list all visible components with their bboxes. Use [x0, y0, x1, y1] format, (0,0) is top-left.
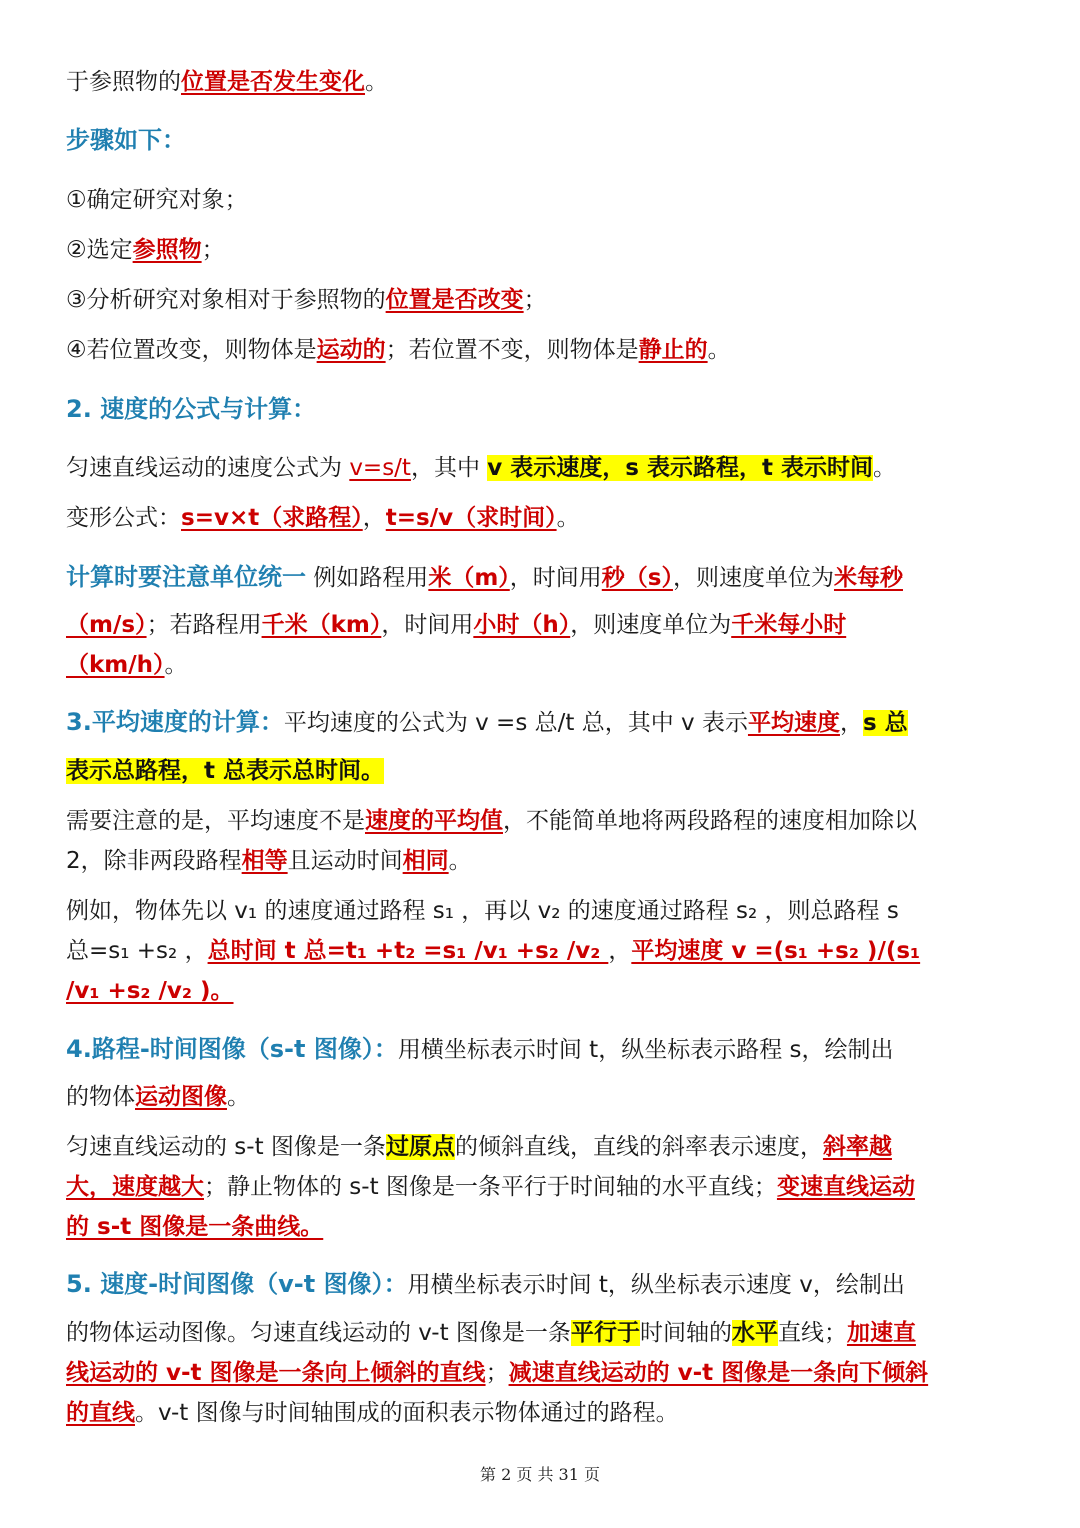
text: 例如路程用: [306, 565, 429, 591]
emphasis-text: 静止的: [638, 337, 708, 363]
emphasis-text: 运动的: [316, 337, 386, 363]
text: 。: [365, 69, 388, 95]
emphasis-text: 变速直线运动: [776, 1174, 915, 1200]
formula: v=s/t: [349, 455, 411, 481]
text: 平均速度的公式为 v =s 总/t 总，其中 v 表示: [283, 710, 748, 736]
emphasis-text: 位置是否发生变化: [181, 69, 365, 95]
paragraph-line: [66, 805, 917, 837]
emphasis-text: 位置是否改变: [385, 287, 524, 313]
emphasis-text: （m/s）: [66, 612, 147, 638]
paragraph-line: [66, 609, 846, 641]
page-footer: 第 2 页 共 31 页: [480, 1465, 600, 1484]
paragraph-line: [66, 452, 896, 484]
text: ④若位置改变，则物体是: [66, 337, 317, 363]
highlight-text: v 表示速度，s 表示路程，t 表示时间: [487, 455, 873, 481]
text: ，时间用: [381, 612, 474, 638]
section-heading: 步骤如下：: [66, 126, 186, 154]
paragraph-line: [66, 1397, 679, 1429]
text: ；静止物体的 s-t 图像是一条平行于时间轴的水平直线；: [204, 1174, 777, 1200]
text: 。: [164, 652, 188, 678]
section-heading: 3.平均速度的计算：: [66, 708, 284, 736]
paragraph-line: [66, 1033, 893, 1066]
formula: 总时间 t 总=t₁ +t₂ =s₁ /v₁ +s₂ /v₂: [207, 938, 609, 964]
emphasis-text: 线运动的 v-t 图像是一条向上倾斜的直线: [66, 1360, 486, 1386]
text: 且运动时间: [287, 848, 403, 874]
emphasis-text: 速度的平均值: [365, 808, 503, 834]
paragraph-line: [66, 1131, 892, 1163]
text: ，: [362, 505, 386, 531]
highlight-text: 表示总路程，t 总表示总时间。: [66, 758, 385, 784]
paragraph-line: [66, 649, 188, 681]
paragraph-line: [66, 1081, 250, 1113]
text: 需要注意的是，平均速度不是: [66, 808, 365, 834]
emphasis-text: 相等: [241, 848, 288, 874]
highlight-text: 平行于: [570, 1320, 640, 1346]
text: 的倾斜直线，直线的斜率表示速度，: [454, 1134, 823, 1160]
formula: /v₁ +s₂ /v₂ )。: [66, 978, 234, 1004]
paragraph-line: [66, 1211, 323, 1243]
text: 。: [872, 455, 896, 481]
text: ③分析研究对象相对于参照物的: [66, 287, 386, 313]
text: ②选定: [66, 237, 133, 263]
text: 的物体: [66, 1084, 135, 1110]
paragraph-line: [66, 66, 388, 98]
section-heading: 2. 速度的公式与计算：: [66, 395, 317, 423]
inline-heading: 计算时要注意单位统一: [66, 563, 306, 591]
text: ；若路程用: [146, 612, 262, 638]
step-2: [66, 234, 225, 266]
text: ；: [523, 287, 547, 313]
text: 用横坐标表示时间 t，纵坐标表示速度 v，绘制出: [407, 1272, 905, 1298]
text: 时间轴的: [639, 1320, 732, 1346]
paragraph-line: [66, 502, 580, 534]
emphasis-text: 相同: [402, 848, 449, 874]
paragraph-line: [66, 1171, 915, 1203]
text: 于参照物的: [66, 69, 181, 95]
text: ；若位置不变，则物体是: [385, 337, 639, 363]
highlight-text: 过原点: [385, 1134, 455, 1160]
emphasis-text: （km/h）: [66, 652, 165, 678]
step-1: ①确定研究对象；: [66, 187, 248, 213]
text: 的物体运动图像。匀速直线运动的 v-t 图像是一条: [66, 1320, 571, 1346]
text: 。: [227, 1084, 250, 1110]
paragraph-line: [66, 935, 920, 967]
text: 用横坐标表示时间 t，纵坐标表示路程 s，绘制出: [397, 1037, 894, 1063]
text: ，则速度单位为: [570, 612, 732, 638]
emphasis-text: 平均速度: [747, 710, 840, 736]
paragraph-line: [66, 1268, 905, 1301]
paragraph-line: [66, 975, 234, 1007]
emphasis-text: 千米每小时: [731, 612, 847, 638]
text: ，: [608, 938, 632, 964]
emphasis-text: 的 s-t 图像是一条曲线。: [66, 1214, 324, 1240]
text: 匀速直线运动的速度公式为: [66, 455, 350, 481]
formula: s=v×t（求路程）: [181, 505, 363, 531]
paragraph-line: [66, 1357, 928, 1389]
emphasis-text: 千米（km）: [261, 612, 382, 638]
emphasis-text: 加速直: [846, 1320, 916, 1346]
paragraph-line: [66, 755, 384, 787]
highlight-text: 水平: [731, 1320, 778, 1346]
text: ；: [201, 237, 225, 263]
highlight-text: s 总: [862, 710, 908, 736]
text: ，不能简单地将两段路程的速度相加除以: [503, 808, 917, 834]
step-4: [66, 334, 731, 366]
paragraph-line: [66, 845, 472, 877]
text: 。: [707, 337, 731, 363]
text: 。: [448, 848, 472, 874]
text: ，: [839, 710, 863, 736]
text: ；: [485, 1360, 509, 1386]
formula: t=s/v（求时间）: [385, 505, 557, 531]
text: 直线；: [777, 1320, 847, 1346]
text: 。v-t 图像与时间轴围成的面积表示物体通过的路程。: [135, 1400, 679, 1426]
emphasis-text: 运动图像: [135, 1084, 227, 1110]
formula: 平均速度 v =(s₁ +s₂ )/(s₁: [631, 938, 921, 964]
emphasis-text: 减速直线运动的 v-t 图像是一条向下倾斜: [508, 1360, 929, 1386]
paragraph-line: [66, 1317, 916, 1349]
text: 总=s₁ +s₂ ，: [66, 938, 208, 964]
text: 变形公式：: [66, 505, 181, 531]
paragraph-line: [66, 706, 908, 739]
paragraph-line: [66, 561, 903, 594]
section-heading: 4.路程-时间图像（s-t 图像）：: [66, 1035, 398, 1063]
paragraph-line: 例如，物体先以 v₁ 的速度通过路程 s₁ ，再以 v₂ 的速度通过路程 s₂ ，则总路程 s: [66, 898, 899, 924]
emphasis-text: 米每秒: [833, 565, 903, 591]
section-heading: 5. 速度-时间图像（v-t 图像）：: [66, 1270, 408, 1298]
text: ，则速度单位为: [672, 565, 834, 591]
text: ，时间用: [509, 565, 602, 591]
emphasis-text: 斜率越: [822, 1134, 892, 1160]
text: ，其中: [410, 455, 488, 481]
emphasis-text: 小时（h）: [473, 612, 571, 638]
emphasis-text: 米（m）: [428, 565, 510, 591]
emphasis-text: 大，速度越大: [66, 1174, 204, 1200]
text: 2，除非两段路程: [66, 848, 242, 874]
step-3: [66, 284, 547, 316]
emphasis-text: 参照物: [132, 237, 202, 263]
emphasis-text: 秒（s）: [601, 565, 673, 591]
emphasis-text: 的直线: [66, 1400, 135, 1426]
text: 。: [556, 505, 580, 531]
text: 匀速直线运动的 s-t 图像是一条: [66, 1134, 386, 1160]
